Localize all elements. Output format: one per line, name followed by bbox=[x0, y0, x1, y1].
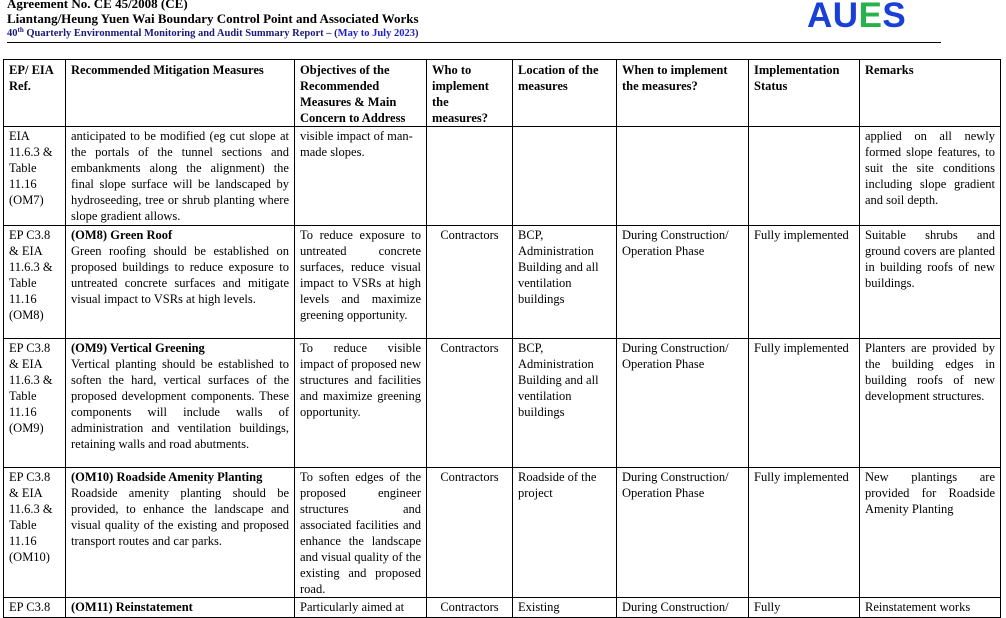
column-header: EP/ EIA Ref. bbox=[4, 60, 66, 127]
report-period: May to July 2023 bbox=[337, 28, 415, 39]
measure-text: anticipated to be modified (eg cut slope at the portals of the tunnel sections and embankments along the alignment) the final slope surface will be landscaped by hydroseeding, tree or shrub planting where slope gradient allows. bbox=[71, 129, 289, 224]
who-cell bbox=[427, 127, 513, 226]
status-cell: Fully bbox=[749, 598, 860, 618]
report-title bbox=[7, 27, 418, 40]
table-row bbox=[4, 127, 1001, 226]
table-header-row bbox=[4, 60, 1001, 127]
column-header: Location of the measures bbox=[513, 60, 617, 127]
ref-cell: EP C3.8 bbox=[4, 598, 66, 618]
column-header: Who to implement the measures? bbox=[427, 60, 513, 127]
who-cell: Contractors bbox=[427, 467, 513, 598]
measure-title: (OM10) Roadside Amenity Planting bbox=[71, 469, 263, 484]
location-cell: Roadside of the project bbox=[513, 467, 617, 598]
status-cell bbox=[749, 127, 860, 226]
measure-text: Roadside amenity planting should be provided, to enhance the landscape and visual quality of the existing and proposed transport routes and car parks. bbox=[71, 485, 289, 548]
column-header: When to implement the measures? bbox=[617, 60, 749, 127]
table-row bbox=[4, 338, 1001, 467]
measure-cell bbox=[66, 225, 295, 338]
measure-cell bbox=[66, 338, 295, 467]
measure-text: Vertical planting should be established to soften the hard, vertical surfaces of the proposed development components. These components will include walls of administration and ventilation buildings, retaining walls and road abutments. bbox=[71, 356, 289, 452]
who-cell: Contractors bbox=[427, 598, 513, 618]
location-cell bbox=[513, 127, 617, 226]
remarks-cell: New plantings are provided for Roadside Amenity Planting bbox=[860, 467, 1001, 598]
remarks-cell: Planters are provided by the building edges in building roofs of new development structures. bbox=[860, 338, 1001, 467]
report-title-end: ) bbox=[414, 28, 419, 39]
measure-cell bbox=[66, 127, 295, 226]
when-cell: During Construction/ Operation Phase bbox=[617, 225, 749, 338]
objective-cell: To reduce exposure to untreated concrete surfaces, reduce visual impact to VSRs at high levels and maximize greening opportunity. bbox=[295, 225, 427, 338]
objective-cell: Particularly aimed at bbox=[295, 598, 427, 618]
objective-cell: visible impact of man-made slopes. bbox=[295, 127, 427, 226]
location-cell: Existing bbox=[513, 598, 617, 618]
measure-title: (OM8) Green Roof bbox=[71, 227, 173, 242]
aues-logo: AUES bbox=[807, 0, 907, 35]
remarks-cell: Reinstatement works bbox=[860, 598, 1001, 618]
measure-title: (OM9) Vertical Greening bbox=[71, 340, 205, 355]
ref-cell: EP C3.8 & EIA 11.6.3 & Table 11.16 (OM9) bbox=[4, 338, 66, 467]
ref-cell: EIA 11.6.3 & Table 11.16 (OM7) bbox=[4, 127, 66, 226]
status-cell: Fully implemented bbox=[749, 225, 860, 338]
measure-text: Green roofing should be established on proposed buildings to reduce exposure to untreated concrete surfaces and mitigate visual impact to VSRs at high levels. bbox=[71, 243, 289, 306]
when-cell: During Construction/ Operation Phase bbox=[617, 338, 749, 467]
mitigation-measures-table bbox=[3, 59, 1001, 618]
objective-cell: To reduce visible impact of proposed new structures and facilities and maximize greening opportunity. bbox=[295, 338, 427, 467]
table-row bbox=[4, 598, 1001, 618]
column-header: Recommended Mitigation Measures bbox=[66, 60, 295, 127]
measure-cell bbox=[66, 467, 295, 598]
location-cell: BCP, Administration Building and all ventilation buildings bbox=[513, 225, 617, 338]
header-divider bbox=[7, 42, 941, 43]
remarks-cell: applied on all newly formed slope features, to suit the site conditions including slope gradient and soil depth. bbox=[860, 127, 1001, 226]
location-cell: BCP, Administration Building and all ventilation buildings bbox=[513, 338, 617, 467]
ref-cell: EP C3.8 & EIA 11.6.3 & Table 11.16 (OM8) bbox=[4, 225, 66, 338]
project-title: Liantang/Heung Yuen Wai Boundary Control Point and Associated Works bbox=[7, 11, 419, 26]
who-cell: Contractors bbox=[427, 225, 513, 338]
column-header: Implementation Status bbox=[749, 60, 860, 127]
column-header: Remarks bbox=[860, 60, 1001, 127]
when-cell: During Construction/ bbox=[617, 598, 749, 618]
measure-cell bbox=[66, 598, 295, 618]
agreement-number: Agreement No. CE 45/2008 (CE) bbox=[7, 0, 188, 11]
remarks-cell: Suitable shrubs and ground covers are planted in building roofs of new buildings. bbox=[860, 225, 1001, 338]
table-row bbox=[4, 467, 1001, 598]
ref-cell: EP C3.8 & EIA 11.6.3 & Table 11.16 (OM10) bbox=[4, 467, 66, 598]
report-number-suffix: th bbox=[17, 26, 24, 34]
report-number: 40 bbox=[7, 28, 18, 39]
status-cell: Fully implemented bbox=[749, 338, 860, 467]
objective-cell: To soften edges of the proposed engineer structures and associated facilities and enhance the landscape and visual quality of the existing and proposed road. bbox=[295, 467, 427, 598]
column-header: Objectives of the Recommended Measures & Main Concern to Address bbox=[295, 60, 427, 127]
when-cell bbox=[617, 127, 749, 226]
measure-title: (OM11) Reinstatement bbox=[71, 600, 193, 615]
page-header bbox=[7, 0, 997, 44]
who-cell: Contractors bbox=[427, 338, 513, 467]
when-cell: During Construction/ Operation Phase bbox=[617, 467, 749, 598]
table-row bbox=[4, 225, 1001, 338]
status-cell: Fully implemented bbox=[749, 467, 860, 598]
report-title-text: Quarterly Environmental Monitoring and Audit Summary Report – ( bbox=[23, 28, 338, 39]
